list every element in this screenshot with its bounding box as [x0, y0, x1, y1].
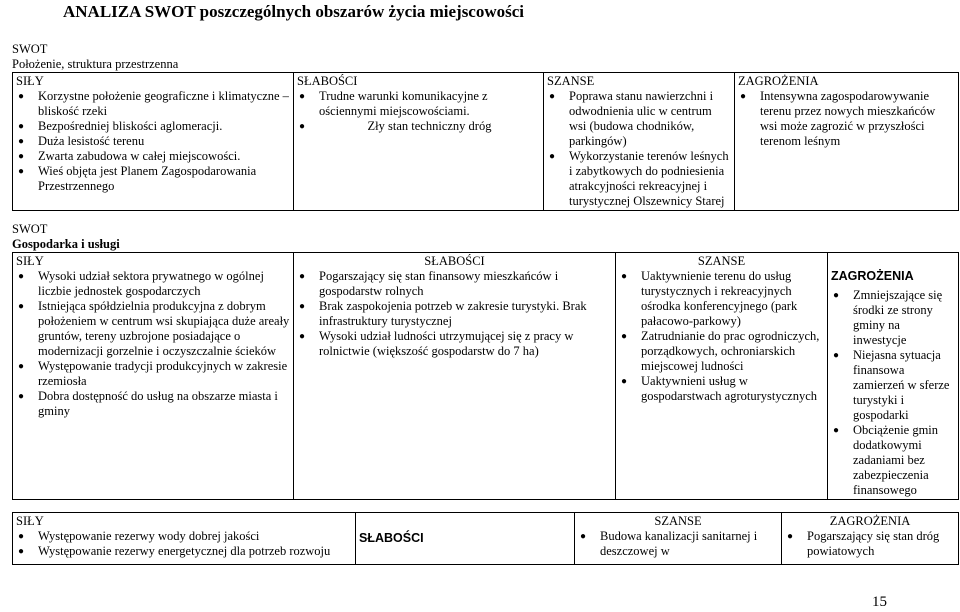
list-item: ● Duża lesistość terenu [16, 134, 290, 149]
list-item: ● Dobra dostępność do usług na obszarze miasta i gminy [16, 389, 290, 419]
opportunities-cell [616, 253, 828, 500]
strengths-list [16, 529, 352, 559]
strengths-list [16, 89, 290, 194]
strengths-heading: SIŁY [16, 514, 44, 528]
strengths-heading: SIŁY [16, 254, 44, 268]
list-item: ● Pogarszający się stan finansowy mieszkańców i gospodarstw rolnych [297, 269, 612, 299]
opportunities-cell [575, 513, 782, 565]
opportunities-heading: SZANSE [697, 254, 746, 268]
list-item: ● Uaktywnienie terenu do usług turystycznych i rekreacyjnych ośrodka konferencyjnego (park pałacowo-parkowy) [619, 269, 824, 329]
weaknesses-heading: SŁABOŚCI [297, 74, 358, 88]
swot-section-infrastructure [12, 512, 959, 565]
section-subtitle: Gospodarka i usługi [12, 237, 120, 251]
list-item: ● Poprawa stanu nawierzchni i odwodnienia ulic w centrum wsi (budowa chodników, parkingów) [547, 89, 731, 149]
strengths-heading: SIŁY [16, 74, 44, 88]
list-item: ● Obciążenie gmin dodatkowymi zadaniami bez zabezpieczenia finansowego [831, 423, 955, 498]
list-item: ● Zły stan techniczny dróg [297, 119, 540, 134]
list-item: ● Występowanie tradycji produkcyjnych w zakresie rzemiosła [16, 359, 290, 389]
section-label: SWOT [12, 222, 48, 236]
swot-table [12, 512, 959, 565]
list-item: ● Pogarszający się stan dróg powiatowych [785, 529, 955, 559]
threats-list [831, 288, 955, 498]
weaknesses-list [297, 269, 612, 359]
page-title: ANALIZA SWOT poszczególnych obszarów życia miejscowości [63, 2, 525, 21]
list-item: ● Występowanie rezerwy wody dobrej jakości [16, 529, 352, 544]
swot-section-economy [12, 222, 959, 500]
list-item: ● Budowa kanalizacji sanitarnej i deszczowej w [578, 529, 778, 559]
threats-list [738, 89, 955, 149]
weaknesses-cell [294, 253, 616, 500]
weaknesses-list [297, 89, 540, 134]
threats-cell [735, 73, 959, 211]
list-item: ● Intensywna zagospodarowywanie terenu przez nowych mieszkańców wsi może zagrozić w przyszłości terenom leśnym [738, 89, 955, 149]
list-item: ● Trudne warunki komunikacyjne z ościennymi miejscowościami. [297, 89, 540, 119]
swot-section-location [12, 42, 959, 211]
list-item: ● Istniejąca spółdzielnia produkcyjna z dobrym położeniem w centrum wsi skupiająca duże areały gruntów, tereny uzbrojone posiadające o modernizacji gorzelnie i oczyszczalnie ścieków [16, 299, 290, 359]
strengths-cell [13, 513, 356, 565]
strengths-cell [13, 73, 294, 211]
swot-table [12, 252, 959, 500]
strengths-cell [13, 253, 294, 500]
threats-cell [828, 253, 959, 500]
list-item: ● Wysoki udział sektora prywatnego w ogólnej liczbie jednostek gospodarczych [16, 269, 290, 299]
opportunities-list [547, 89, 731, 209]
weaknesses-cell [294, 73, 544, 211]
list-item: ● Niejasna sytuacja finansowa zamierzeń w sferze turystyki i gospodarki [831, 348, 955, 423]
threats-list [785, 529, 955, 559]
weaknesses-heading: SŁABOŚCI [359, 531, 424, 545]
strengths-list [16, 269, 290, 419]
weaknesses-heading: SŁABOŚCI [424, 254, 485, 268]
opportunities-heading: SZANSE [547, 74, 595, 88]
list-item: ● Bezpośredniej bliskości aglomeracji. [16, 119, 290, 134]
section-subtitle: Położenie, struktura przestrzenna [12, 57, 179, 71]
page-number: 15 [872, 594, 887, 610]
weaknesses-cell [356, 513, 575, 565]
opportunities-cell [544, 73, 735, 211]
list-item: ● Korzystne położenie geograficzne i klimatyczne – bliskość rzeki [16, 89, 290, 119]
list-item: ● Wysoki udział ludności utrzymującej się z pracy w rolnictwie (większość gospodarstw do 7 ha) [297, 329, 612, 359]
list-item: ● Wykorzystanie terenów leśnych i zabytkowych do podniesienia atrakcyjności rekreacyjnej i turystycznej Olszewnicy Starej [547, 149, 731, 209]
threats-cell [782, 513, 959, 565]
opportunities-heading: SZANSE [654, 514, 702, 528]
list-item: ● Uaktywnieni usług w gospodarstwach agroturystycznych [619, 374, 824, 404]
swot-table [12, 72, 959, 211]
list-item: ● Wieś objęta jest Planem Zagospodarowania Przestrzennego [16, 164, 290, 194]
opportunities-list [578, 529, 778, 559]
list-item: ● Zwarta zabudowa w całej miejscowości. [16, 149, 290, 164]
threats-heading: ZAGROŻENIA [738, 74, 819, 88]
threats-heading: ZAGROŻENIA [829, 514, 911, 528]
list-item: ● Zatrudnianie do prac ogrodniczych, porządkowych, ochroniarskich miejscowej ludności [619, 329, 824, 374]
opportunities-list [619, 269, 824, 404]
section-label: SWOT [12, 42, 48, 56]
list-item: ● Występowanie rezerwy energetycznej dla potrzeb rozwoju [16, 544, 352, 559]
threats-heading: ZAGROŻENIA [831, 269, 914, 283]
list-item: ● Brak zaspokojenia potrzeb w zakresie turystyki. Brak infrastruktury turystycznej [297, 299, 612, 329]
list-item: ● Zmniejszające się środki ze strony gminy na inwestycje [831, 288, 955, 348]
